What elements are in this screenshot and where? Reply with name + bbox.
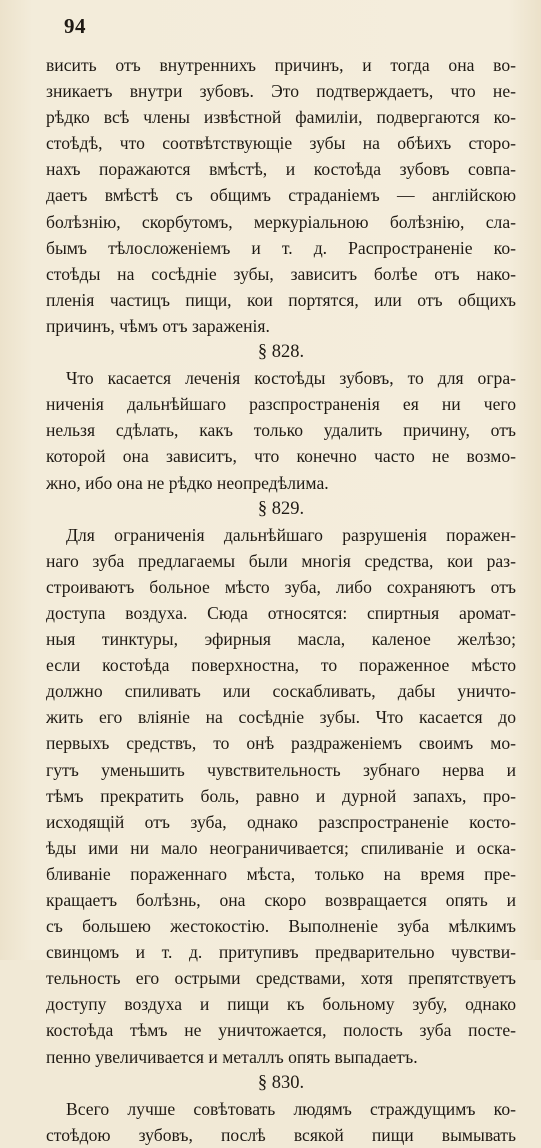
text-line: причинъ, чѣмъ отъ зараженія. [46,315,270,336]
text-line: стоѣды на сосѣдніе зубы, зависитъ болѣе отъ нако- [46,263,516,284]
text-line: тѣмъ прекратить боль, равно и дурной запахъ, про- [46,785,516,806]
text-line: нельзя сдѣлать, какъ только удалить причину, отъ [46,420,516,441]
text-line: даетъ вмѣстѣ съ общимъ страданіемъ — англійскою [46,185,516,206]
text-line: тельность его острыми средствами, хотя препятствуетъ [46,968,516,989]
text-line: Для ограниченія дальнѣйшаго разрушенія поражен- [66,524,516,545]
section-heading: § 830. [257,1072,305,1093]
text-line: которой она зависитъ, что конечно часто не возмо- [46,446,516,467]
text-line: ниченія дальнѣйшаго разспространенія ея ни чего [46,394,516,415]
text-line: наго зуба предлагаемы были многія средства, кои раз- [46,550,516,571]
section-heading: § 828. [257,342,305,363]
text-line: стоѣдою зубовъ, послѣ всякой пищи вымывать [46,1124,516,1145]
text-line: должно спиливать или соскабливать, дабы уничто- [46,681,516,702]
section-heading: § 829. [257,498,305,519]
text-line: Что касается леченія костоѣды зубовъ, то для огра- [66,368,516,389]
text-line: нахъ поражаются вмѣстѣ, и костоѣда зубовъ совпа- [46,159,516,180]
text-line: доступу воздуха и пищи къ больному зубу, однако [46,994,516,1015]
text-line: ныя тинктуры, эфирныя масла, каленое желѣзо; [46,629,516,650]
text-line: доступа воздуха. Сюда относятся: спиртныя аромат- [46,602,516,623]
text-line: первыхъ средствъ, то онѣ раздраженіемъ своимъ мо- [46,733,516,754]
text-line: если костоѣда поверхностна, то пораженное мѣсто [46,655,516,676]
text-line: ѣды ими ни мало неограничивается; спиливаніе и оска- [46,837,516,858]
text-line: бымъ тѣлосложеніемъ и т. д. Распространеніе ко- [46,237,516,258]
text-line: Всего лучше совѣтовать людямъ страждущимъ ко- [66,1098,516,1119]
text-line: костоѣда тѣмъ не уничтожается, полость зуба посте- [46,1020,516,1041]
text-line: рѣдко всѣ члены извѣстной фамиліи, подвергаются ко- [46,107,516,128]
text-line: болѣзнію, скорбутомъ, меркуріальною болѣзнію, сла- [46,211,516,232]
text-line: кращаетъ болѣзнь, она скоро возвращается опять и [46,890,516,910]
text-line: исходящій отъ зуба, однако разспространеніе косто- [46,811,516,832]
text-line: съ большею жестокостію. Выполненіе зуба мѣлкимъ [46,916,516,937]
text-line: пленія частицъ пищи, кои портятся, или отъ общихъ [46,289,516,310]
text-line: жить его вліяніе на сосѣдніе зубы. Что касается до [46,707,516,728]
text-line: висить отъ внутреннихъ причинъ, и тогда она во- [46,55,516,75]
text-line: стоѣдѣ, что соотвѣтствующіе зубы на обѣихъ сторо- [46,133,516,154]
text-line: строиваютъ больное мѣсто зуба, либо сохраняютъ отъ [46,576,516,597]
text-line: зникаетъ внутри зубовъ. Это подтверждаетъ, что не- [46,81,516,102]
text-line: свинцомъ и т. д. притупивъ предварительно чувстви- [46,942,516,963]
text-line: гутъ уменьшить чувствительность зубнаго нерва и [46,759,516,780]
page-number: 94 [64,14,86,38]
body-text [46,52,516,1148]
text-line: бливаніе пораженнаго мѣста, только на время пре- [46,863,516,884]
text-line: пенно увеличивается и металлъ опять выпадаетъ. [46,1046,418,1067]
text-line: жно, ибо она не рѣдко неопредѣлима. [46,472,329,493]
